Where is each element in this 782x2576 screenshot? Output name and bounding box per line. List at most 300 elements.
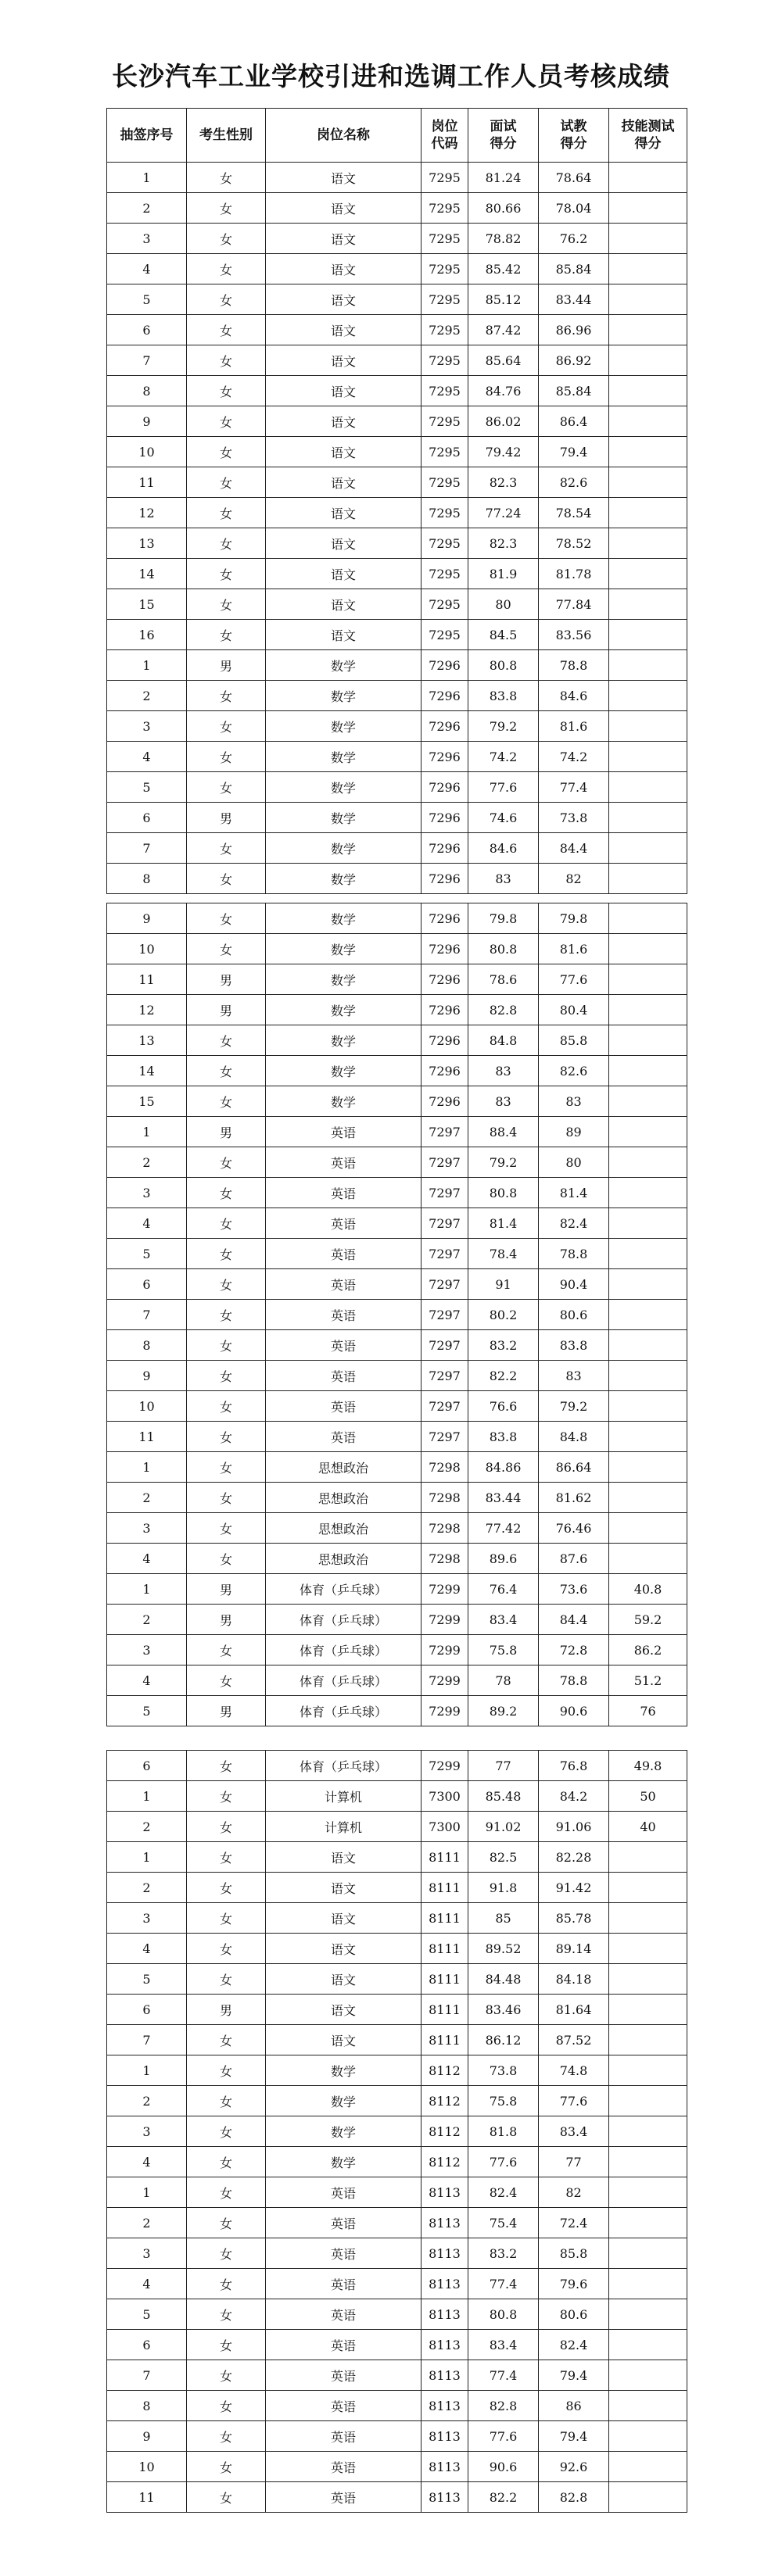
table-row xyxy=(107,1483,687,1513)
gender-cell: 女 xyxy=(187,2116,266,2147)
skill-test-score-cell xyxy=(609,1056,687,1086)
draw-number-cell: 4 xyxy=(107,742,187,772)
interview-score-cell: 82.8 xyxy=(468,995,539,1025)
table-row xyxy=(107,903,687,934)
position-name-cell: 语文 xyxy=(266,1842,421,1873)
interview-score-cell: 85.42 xyxy=(468,254,539,284)
gender-cell: 女 xyxy=(187,1361,266,1391)
trial-teaching-score-cell: 77.84 xyxy=(539,589,609,620)
position-name-cell: 英语 xyxy=(266,1300,421,1330)
position-name-cell: 数学 xyxy=(266,2086,421,2116)
skill-test-score-cell xyxy=(609,1025,687,1056)
interview-score-cell: 91.02 xyxy=(468,1812,539,1842)
trial-teaching-score-cell: 73.6 xyxy=(539,1574,609,1605)
interview-score-cell: 91 xyxy=(468,1269,539,1300)
gender-cell: 女 xyxy=(187,1964,266,1995)
interview-score-cell: 81.9 xyxy=(468,559,539,589)
trial-teaching-score-cell: 84.2 xyxy=(539,1781,609,1812)
draw-number-cell: 11 xyxy=(107,2482,187,2513)
position-name-cell: 语文 xyxy=(266,1903,421,1934)
gender-cell: 女 xyxy=(187,833,266,864)
skill-test-score-cell xyxy=(609,711,687,742)
interview-score-cell: 78.6 xyxy=(468,964,539,995)
table-row xyxy=(107,1696,687,1726)
skill-test-score-cell xyxy=(609,650,687,681)
position-code-cell: 7295 xyxy=(421,254,468,284)
skill-test-score-cell xyxy=(609,1208,687,1239)
position-code-cell: 7295 xyxy=(421,589,468,620)
gender-cell: 女 xyxy=(187,2452,266,2482)
position-code-cell: 8111 xyxy=(421,1873,468,1903)
table-row xyxy=(107,1605,687,1635)
position-name-cell: 数学 xyxy=(266,711,421,742)
table-row xyxy=(107,345,687,376)
position-code-cell: 7299 xyxy=(421,1574,468,1605)
draw-number-cell: 7 xyxy=(107,2025,187,2055)
table-row xyxy=(107,559,687,589)
trial-teaching-score-cell: 78.64 xyxy=(539,163,609,193)
position-code-cell: 7296 xyxy=(421,964,468,995)
position-code-cell: 7297 xyxy=(421,1147,468,1178)
skill-test-score-cell xyxy=(609,1086,687,1117)
draw-number-cell: 16 xyxy=(107,620,187,650)
trial-teaching-score-cell: 81.4 xyxy=(539,1178,609,1208)
table-row xyxy=(107,284,687,315)
gender-cell: 女 xyxy=(187,1269,266,1300)
draw-number-cell: 1 xyxy=(107,163,187,193)
position-name-cell: 语文 xyxy=(266,284,421,315)
skill-test-score-cell xyxy=(609,2055,687,2086)
table-row xyxy=(107,224,687,254)
skill-test-score-cell xyxy=(609,2391,687,2421)
position-code-cell: 7295 xyxy=(421,406,468,437)
position-code-cell: 7299 xyxy=(421,1605,468,1635)
interview-score-cell: 83.8 xyxy=(468,681,539,711)
skill-test-score-cell: 76 xyxy=(609,1696,687,1726)
gender-cell: 女 xyxy=(187,681,266,711)
position-code-cell: 7298 xyxy=(421,1544,468,1574)
position-code-cell: 8113 xyxy=(421,2208,468,2238)
trial-teaching-score-cell: 77 xyxy=(539,2147,609,2177)
skill-test-score-cell xyxy=(609,589,687,620)
gender-cell: 女 xyxy=(187,1422,266,1452)
trial-teaching-score-cell: 86.92 xyxy=(539,345,609,376)
skill-test-score-cell xyxy=(609,681,687,711)
skill-test-score-cell xyxy=(609,742,687,772)
trial-teaching-score-cell: 85.8 xyxy=(539,2238,609,2269)
table-row xyxy=(107,2147,687,2177)
page-title: 长沙汽车工业学校引进和选调工作人员考核成绩 xyxy=(112,61,670,91)
draw-number-cell: 11 xyxy=(107,964,187,995)
position-code-cell: 8111 xyxy=(421,2025,468,2055)
skill-test-score-cell xyxy=(609,1873,687,1903)
table-row xyxy=(107,681,687,711)
position-name-cell: 思想政治 xyxy=(266,1452,421,1483)
position-name-cell: 英语 xyxy=(266,1178,421,1208)
trial-teaching-score-cell: 90.4 xyxy=(539,1269,609,1300)
position-code-cell: 7297 xyxy=(421,1208,468,1239)
position-code-cell: 7295 xyxy=(421,345,468,376)
draw-number-cell: 3 xyxy=(107,224,187,254)
position-code-cell: 7296 xyxy=(421,864,468,894)
gender-cell: 女 xyxy=(187,163,266,193)
table-row xyxy=(107,833,687,864)
table-row xyxy=(107,2086,687,2116)
trial-teaching-score-cell: 76.46 xyxy=(539,1513,609,1544)
table-row xyxy=(107,711,687,742)
position-name-cell: 语文 xyxy=(266,345,421,376)
position-name-cell: 数学 xyxy=(266,650,421,681)
trial-teaching-score-cell: 82.28 xyxy=(539,1842,609,1873)
draw-number-cell: 5 xyxy=(107,1239,187,1269)
table-row xyxy=(107,2116,687,2147)
skill-test-score-cell: 59.2 xyxy=(609,1605,687,1635)
interview-score-cell: 80.8 xyxy=(468,1178,539,1208)
position-code-cell: 8113 xyxy=(421,2421,468,2452)
trial-teaching-score-cell: 84.4 xyxy=(539,833,609,864)
table-row xyxy=(107,1873,687,1903)
trial-teaching-score-cell: 78.04 xyxy=(539,193,609,224)
skill-test-score-cell xyxy=(609,1513,687,1544)
gender-cell: 女 xyxy=(187,934,266,964)
draw-number-cell: 5 xyxy=(107,1696,187,1726)
interview-score-cell: 80.66 xyxy=(468,193,539,224)
trial-teaching-score-cell: 90.6 xyxy=(539,1696,609,1726)
skill-test-score-cell xyxy=(609,528,687,559)
position-code-cell: 7296 xyxy=(421,1086,468,1117)
interview-score-cell: 77.6 xyxy=(468,772,539,803)
position-name-cell: 语文 xyxy=(266,498,421,528)
trial-teaching-score-cell: 81.6 xyxy=(539,934,609,964)
position-name-cell: 英语 xyxy=(266,2330,421,2360)
gender-cell: 女 xyxy=(187,1056,266,1086)
interview-score-cell: 75.4 xyxy=(468,2208,539,2238)
skill-test-score-cell xyxy=(609,1903,687,1934)
skill-test-score-cell xyxy=(609,2177,687,2208)
header-row xyxy=(107,109,687,163)
trial-teaching-score-cell: 92.6 xyxy=(539,2452,609,2482)
draw-number-cell: 6 xyxy=(107,803,187,833)
position-name-cell: 英语 xyxy=(266,2208,421,2238)
skill-test-score-cell xyxy=(609,1391,687,1422)
interview-score-cell: 80.8 xyxy=(468,650,539,681)
gender-cell: 女 xyxy=(187,2391,266,2421)
position-name-cell: 体育（乒乓球） xyxy=(266,1751,421,1781)
table-row xyxy=(107,1422,687,1452)
gender-cell: 男 xyxy=(187,1696,266,1726)
draw-number-cell: 8 xyxy=(107,864,187,894)
skill-test-score-cell xyxy=(609,833,687,864)
draw-number-cell: 10 xyxy=(107,2452,187,2482)
interview-score-cell: 89.6 xyxy=(468,1544,539,1574)
table-row xyxy=(107,1574,687,1605)
position-name-cell: 语文 xyxy=(266,315,421,345)
skill-test-score-cell xyxy=(609,2330,687,2360)
interview-score-cell: 91.8 xyxy=(468,1873,539,1903)
gender-cell: 女 xyxy=(187,315,266,345)
interview-score-cell: 85.12 xyxy=(468,284,539,315)
draw-number-cell: 3 xyxy=(107,1635,187,1665)
position-name-cell: 体育（乒乓球） xyxy=(266,1605,421,1635)
skill-test-score-cell xyxy=(609,163,687,193)
position-code-cell: 8111 xyxy=(421,1964,468,1995)
table-row xyxy=(107,1056,687,1086)
position-name-cell: 体育（乒乓球） xyxy=(266,1635,421,1665)
position-code-cell: 7297 xyxy=(421,1269,468,1300)
interview-score-cell: 82.3 xyxy=(468,467,539,498)
position-name-cell: 语文 xyxy=(266,528,421,559)
gender-cell: 女 xyxy=(187,345,266,376)
trial-teaching-score-cell: 77.4 xyxy=(539,772,609,803)
position-name-cell: 英语 xyxy=(266,1269,421,1300)
interview-score-cell: 82.2 xyxy=(468,2482,539,2513)
interview-score-cell: 80.8 xyxy=(468,2299,539,2330)
gender-cell: 女 xyxy=(187,2055,266,2086)
position-name-cell: 语文 xyxy=(266,1964,421,1995)
interview-score-cell: 83 xyxy=(468,1086,539,1117)
table-row xyxy=(107,1842,687,1873)
draw-number-cell: 4 xyxy=(107,254,187,284)
position-code-cell: 7299 xyxy=(421,1751,468,1781)
table-row xyxy=(107,1361,687,1391)
table-row xyxy=(107,1330,687,1361)
draw-number-cell: 13 xyxy=(107,1025,187,1056)
gender-cell: 女 xyxy=(187,224,266,254)
position-code-cell: 7295 xyxy=(421,467,468,498)
interview-score-cell: 80.2 xyxy=(468,1300,539,1330)
table-row xyxy=(107,437,687,467)
position-code-cell: 7297 xyxy=(421,1391,468,1422)
table-row xyxy=(107,1751,687,1781)
skill-test-score-cell xyxy=(609,559,687,589)
position-name-cell: 英语 xyxy=(266,2238,421,2269)
position-code-cell: 8111 xyxy=(421,1995,468,2025)
table-row xyxy=(107,1147,687,1178)
table-row xyxy=(107,1178,687,1208)
skill-test-score-cell xyxy=(609,1452,687,1483)
draw-number-cell: 15 xyxy=(107,1086,187,1117)
interview-score-cell: 84.6 xyxy=(468,833,539,864)
skill-test-score-cell xyxy=(609,934,687,964)
trial-teaching-score-cell: 72.4 xyxy=(539,2208,609,2238)
trial-teaching-score-cell: 74.2 xyxy=(539,742,609,772)
trial-teaching-score-cell: 78.8 xyxy=(539,650,609,681)
position-name-cell: 英语 xyxy=(266,2452,421,2482)
position-name-cell: 语文 xyxy=(266,467,421,498)
position-name-cell: 语文 xyxy=(266,1934,421,1964)
interview-score-cell: 79.42 xyxy=(468,437,539,467)
position-name-cell: 英语 xyxy=(266,1391,421,1422)
position-code-cell: 7295 xyxy=(421,620,468,650)
skill-test-score-cell xyxy=(609,2269,687,2299)
interview-score-cell: 87.42 xyxy=(468,315,539,345)
trial-teaching-score-cell: 85.8 xyxy=(539,1025,609,1056)
trial-teaching-score-cell: 81.6 xyxy=(539,711,609,742)
draw-number-cell: 6 xyxy=(107,1751,187,1781)
trial-teaching-score-cell: 85.84 xyxy=(539,254,609,284)
header-interview-score-line: 面试 xyxy=(490,119,517,134)
position-code-cell: 7295 xyxy=(421,284,468,315)
trial-teaching-score-cell: 80.6 xyxy=(539,2299,609,2330)
table-row xyxy=(107,1452,687,1483)
interview-score-cell: 82.5 xyxy=(468,1842,539,1873)
gender-cell: 女 xyxy=(187,1300,266,1330)
trial-teaching-score-cell: 84.4 xyxy=(539,1605,609,1635)
table-row xyxy=(107,772,687,803)
trial-teaching-score-cell: 84.8 xyxy=(539,1422,609,1452)
table-row xyxy=(107,2269,687,2299)
draw-number-cell: 5 xyxy=(107,2299,187,2330)
position-name-cell: 数学 xyxy=(266,1056,421,1086)
skill-test-score-cell: 40 xyxy=(609,1812,687,1842)
position-name-cell: 体育（乒乓球） xyxy=(266,1574,421,1605)
draw-number-cell: 4 xyxy=(107,1665,187,1696)
table-row xyxy=(107,2299,687,2330)
draw-number-cell: 9 xyxy=(107,1361,187,1391)
skill-test-score-cell xyxy=(609,2086,687,2116)
skill-test-score-cell xyxy=(609,254,687,284)
gender-cell: 女 xyxy=(187,589,266,620)
trial-teaching-score-cell: 80.6 xyxy=(539,1300,609,1330)
position-code-cell: 7296 xyxy=(421,1025,468,1056)
position-name-cell: 数学 xyxy=(266,772,421,803)
position-name-cell: 数学 xyxy=(266,2055,421,2086)
position-name-cell: 数学 xyxy=(266,934,421,964)
interview-score-cell: 84.76 xyxy=(468,376,539,406)
interview-score-cell: 75.8 xyxy=(468,1635,539,1665)
draw-number-cell: 5 xyxy=(107,772,187,803)
skill-test-score-cell xyxy=(609,2208,687,2238)
position-code-cell: 7296 xyxy=(421,934,468,964)
skill-test-score-cell xyxy=(609,315,687,345)
position-name-cell: 数学 xyxy=(266,964,421,995)
gender-cell: 女 xyxy=(187,376,266,406)
draw-number-cell: 7 xyxy=(107,1300,187,1330)
skill-test-score-cell xyxy=(609,1178,687,1208)
position-code-cell: 8112 xyxy=(421,2086,468,2116)
interview-score-cell: 83.46 xyxy=(468,1995,539,2025)
draw-number-cell: 1 xyxy=(107,2055,187,2086)
skill-test-score-cell xyxy=(609,620,687,650)
skill-test-score-cell xyxy=(609,1964,687,1995)
table-row xyxy=(107,1781,687,1812)
trial-teaching-score-cell: 91.06 xyxy=(539,1812,609,1842)
draw-number-cell: 2 xyxy=(107,1147,187,1178)
skill-test-score-cell xyxy=(609,1934,687,1964)
header-position-code-line: 代码 xyxy=(431,136,458,152)
skill-test-score-cell xyxy=(609,1842,687,1873)
position-name-cell: 语文 xyxy=(266,406,421,437)
skill-test-score-cell xyxy=(609,467,687,498)
interview-score-cell: 84.48 xyxy=(468,1964,539,1995)
table-row xyxy=(107,2025,687,2055)
draw-number-cell: 8 xyxy=(107,376,187,406)
position-code-cell: 7296 xyxy=(421,995,468,1025)
position-code-cell: 7299 xyxy=(421,1635,468,1665)
position-code-cell: 7296 xyxy=(421,711,468,742)
skill-test-score-cell xyxy=(609,2299,687,2330)
gender-cell: 男 xyxy=(187,650,266,681)
interview-score-cell: 78.4 xyxy=(468,1239,539,1269)
table-row xyxy=(107,2421,687,2452)
position-name-cell: 英语 xyxy=(266,2421,421,2452)
header-skill-test-score-line: 技能测试 xyxy=(621,119,675,134)
gender-cell: 女 xyxy=(187,1812,266,1842)
skill-test-score-cell: 51.2 xyxy=(609,1665,687,1696)
skill-test-score-cell xyxy=(609,964,687,995)
table-row xyxy=(107,1117,687,1147)
position-name-cell: 数学 xyxy=(266,833,421,864)
trial-teaching-score-cell: 89.14 xyxy=(539,1934,609,1964)
interview-score-cell: 83.2 xyxy=(468,1330,539,1361)
trial-teaching-score-cell: 82 xyxy=(539,864,609,894)
table-row xyxy=(107,2482,687,2513)
gender-cell: 女 xyxy=(187,2147,266,2177)
skill-test-score-cell xyxy=(609,2025,687,2055)
position-code-cell: 7298 xyxy=(421,1483,468,1513)
trial-teaching-score-cell: 81.64 xyxy=(539,1995,609,2025)
position-name-cell: 英语 xyxy=(266,1147,421,1178)
position-name-cell: 数学 xyxy=(266,803,421,833)
interview-score-cell: 83 xyxy=(468,864,539,894)
skill-test-score-cell xyxy=(609,1330,687,1361)
score-table-page-2 xyxy=(106,903,687,1726)
draw-number-cell: 2 xyxy=(107,2086,187,2116)
draw-number-cell: 14 xyxy=(107,559,187,589)
table-row xyxy=(107,1812,687,1842)
position-name-cell: 数学 xyxy=(266,742,421,772)
gender-cell: 男 xyxy=(187,1117,266,1147)
table-row xyxy=(107,528,687,559)
draw-number-cell: 3 xyxy=(107,1513,187,1544)
draw-number-cell: 14 xyxy=(107,1056,187,1086)
trial-teaching-score-cell: 86 xyxy=(539,2391,609,2421)
skill-test-score-cell xyxy=(609,1483,687,1513)
header-trial-teaching-score xyxy=(539,109,609,163)
trial-teaching-score-cell: 82.8 xyxy=(539,2482,609,2513)
interview-score-cell: 77.6 xyxy=(468,2147,539,2177)
interview-score-cell: 85.48 xyxy=(468,1781,539,1812)
trial-teaching-score-cell: 81.78 xyxy=(539,559,609,589)
trial-teaching-score-cell: 76.8 xyxy=(539,1751,609,1781)
position-code-cell: 7295 xyxy=(421,498,468,528)
gender-cell: 女 xyxy=(187,1239,266,1269)
trial-teaching-score-cell: 85.78 xyxy=(539,1903,609,1934)
draw-number-cell: 13 xyxy=(107,528,187,559)
position-code-cell: 8113 xyxy=(421,2269,468,2299)
gender-cell: 女 xyxy=(187,2299,266,2330)
gender-cell: 女 xyxy=(187,2177,266,2208)
skill-test-score-cell xyxy=(609,437,687,467)
position-code-cell: 8112 xyxy=(421,2055,468,2086)
position-name-cell: 思想政治 xyxy=(266,1544,421,1574)
position-name-cell: 语文 xyxy=(266,437,421,467)
position-code-cell: 7296 xyxy=(421,903,468,934)
position-name-cell: 数学 xyxy=(266,681,421,711)
draw-number-cell: 5 xyxy=(107,284,187,315)
position-name-cell: 语文 xyxy=(266,163,421,193)
position-name-cell: 数学 xyxy=(266,995,421,1025)
position-code-cell: 7297 xyxy=(421,1422,468,1452)
gender-cell: 女 xyxy=(187,1330,266,1361)
draw-number-cell: 15 xyxy=(107,589,187,620)
trial-teaching-score-cell: 80.4 xyxy=(539,995,609,1025)
skill-test-score-cell xyxy=(609,498,687,528)
gender-cell: 女 xyxy=(187,1208,266,1239)
position-code-cell: 8112 xyxy=(421,2116,468,2147)
gender-cell: 女 xyxy=(187,1025,266,1056)
draw-number-cell: 8 xyxy=(107,1330,187,1361)
